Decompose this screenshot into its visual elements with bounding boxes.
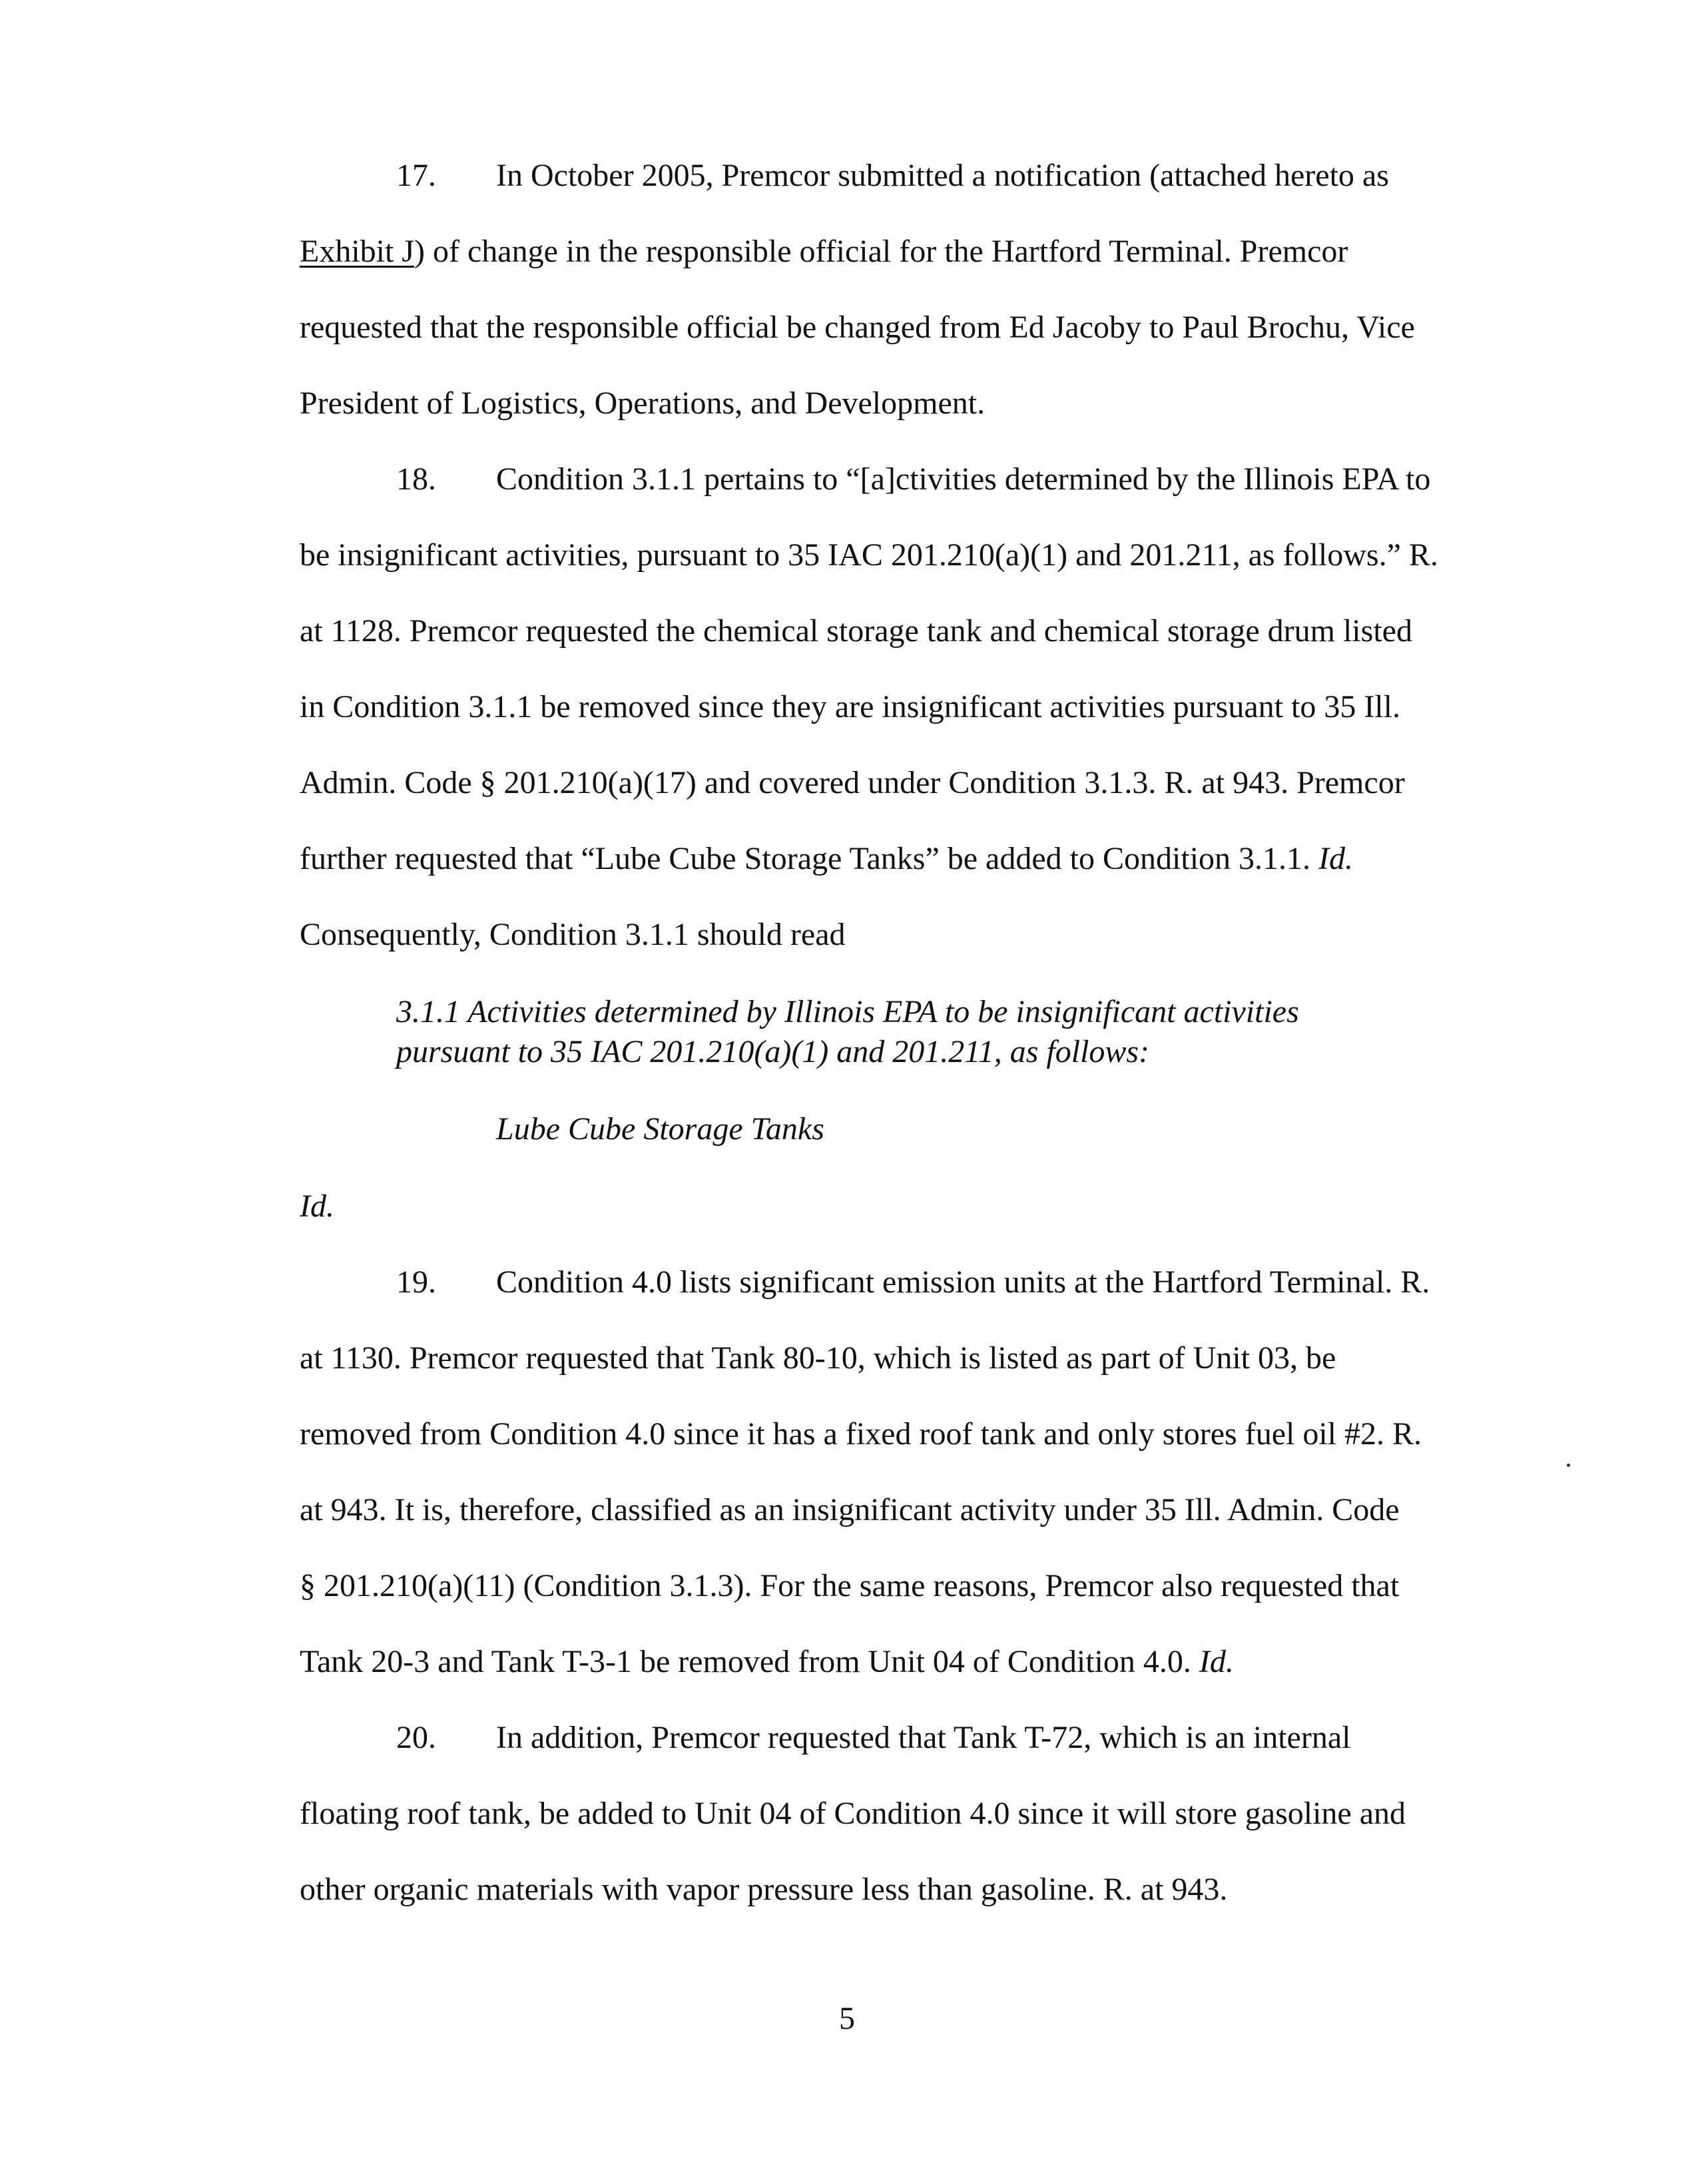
paragraph-line: Admin. Code § 201.210(a)(17) and covered under Condition 3.1.3. R. at 943. Premcor (300, 765, 1405, 800)
paragraph-line: requested that the responsible official be changed from Ed Jacoby to Paul Brochu, Vice (300, 310, 1415, 345)
paragraph-line: Consequently, Condition 3.1.1 should read (300, 917, 846, 952)
paragraph-number: 20. (396, 1720, 436, 1755)
paragraph-line: floating roof tank, be added to Unit 04 of Condition 4.0 since it will store gasoline and (300, 1796, 1406, 1831)
quote-line: 3.1.1 Activities determined by Illinois EPA to be insignificant activities (396, 994, 1299, 1029)
paragraph-line: other organic materials with vapor pressure less than gasoline. R. at 943. (300, 1872, 1228, 1907)
page-number: 5 (839, 2001, 855, 2036)
paragraph-line: at 943. It is, therefore, classified as an insignificant activity under 35 Ill. Admin. Code (300, 1492, 1400, 1527)
paragraph-line: at 1130. Premcor requested that Tank 80-10, which is listed as part of Unit 03, be (300, 1340, 1336, 1376)
paragraph-line (300, 839, 1353, 879)
citation: Id. (1318, 841, 1354, 876)
paragraph-line: In October 2005, Premcor submitted a notification (attached hereto as (496, 158, 1389, 193)
paragraph-line: Condition 4.0 lists significant emission units at the Hartford Terminal. R. (496, 1264, 1430, 1300)
paragraph-line: in Condition 3.1.1 be removed since they are insignificant activities pursuant to 35 Ill. (300, 689, 1400, 724)
scan-speck (1567, 1464, 1570, 1467)
paragraph-line-text: Tank 20-3 and Tank T-3-1 be removed from Unit 04 of Condition 4.0. (300, 1644, 1199, 1679)
quote-list-item: Lube Cube Storage Tanks (496, 1111, 824, 1147)
exhibit-link[interactable]: Exhibit J (300, 234, 415, 269)
citation: Id. (1199, 1644, 1234, 1679)
paragraph-line (300, 1642, 1234, 1682)
paragraph-line-text: further requested that “Lube Cube Storage Tanks” be added to Condition 3.1.1. (300, 841, 1319, 876)
citation: Id. (300, 1189, 334, 1224)
paragraph-number: 17. (396, 158, 436, 193)
paragraph-line: President of Logistics, Operations, and Development. (300, 386, 986, 421)
paragraph-number: 19. (396, 1264, 436, 1300)
paragraph-line: removed from Condition 4.0 since it has a fixed roof tank and only stores fuel oil #2. R. (300, 1416, 1422, 1452)
paragraph-line: Condition 3.1.1 pertains to “[a]ctivities determined by the Illinois EPA to (496, 461, 1431, 497)
paragraph-line: § 201.210(a)(11) (Condition 3.1.3). For the same reasons, Premcor also requested that (300, 1568, 1400, 1603)
paragraph-line: be insignificant activities, pursuant to 35 IAC 201.210(a)(1) and 201.211, as follows.” R. (300, 537, 1438, 573)
paragraph-line: In addition, Premcor requested that Tank T-72, which is an internal (496, 1720, 1351, 1755)
quote-line: pursuant to 35 IAC 201.210(a)(1) and 201.211, as follows: (396, 1034, 1150, 1069)
paragraph-line-text: ) of change in the responsible official for the Hartford Terminal. Premcor (414, 234, 1348, 269)
paragraph-line: at 1128. Premcor requested the chemical storage tank and chemical storage drum listed (300, 613, 1412, 649)
paragraph-number: 18. (396, 461, 436, 497)
paragraph-line (300, 232, 1348, 272)
